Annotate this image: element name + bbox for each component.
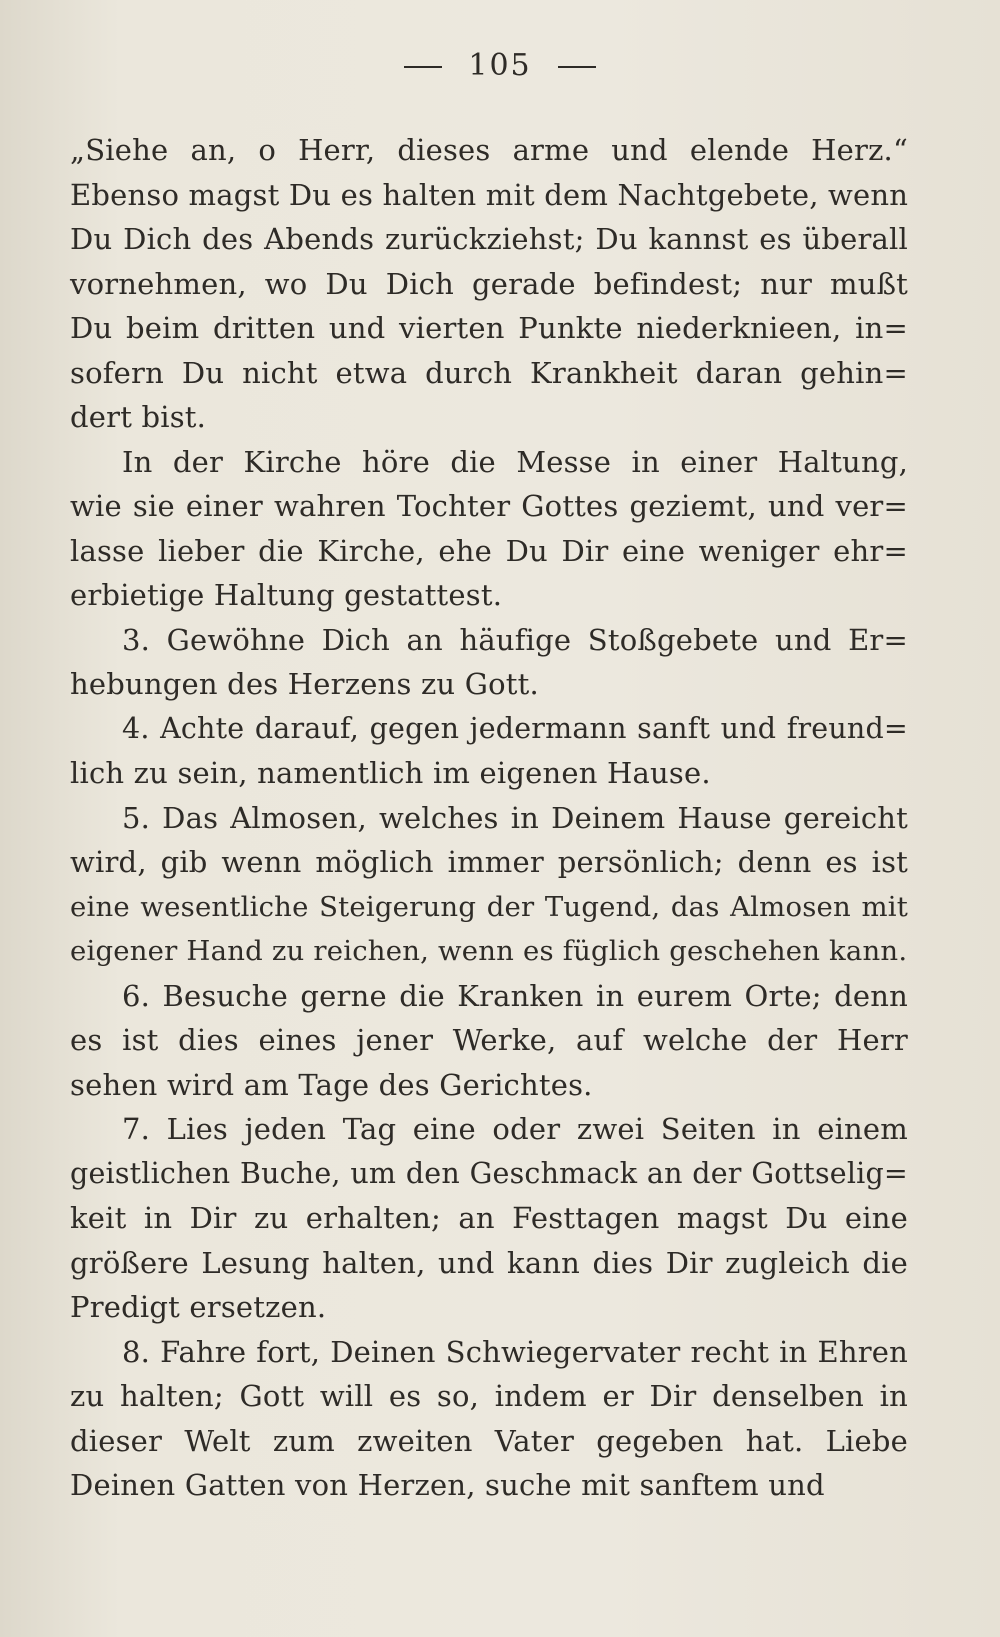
text-line: Deinen Gatten von Herzen, suche mit sanftem und: [70, 1468, 825, 1502]
text-line: Du Dich des Abends zurückziehst; Du kannst es überall: [70, 222, 908, 256]
paragraph: [70, 618, 908, 707]
text-line: dieser Welt zum zweiten Vater gegeben hat. Liebe: [70, 1423, 908, 1458]
paragraph: [70, 440, 908, 618]
text-line: wird, gib wenn möglich immer persönlich; denn es ist: [70, 845, 908, 879]
text-line: 6. Besuche gerne die Kranken in eurem Orte; denn: [122, 978, 908, 1013]
text-line: 3. Gewöhne Dich an häufige Stoßgebete und Er=: [122, 622, 908, 657]
paragraph: [70, 1107, 908, 1330]
text-line: eine wesentliche Steigerung der Tugend, das Almosen mit: [70, 890, 908, 923]
text-line: „Siehe an, o Herr, dieses arme und elende Herz.“: [70, 133, 908, 167]
text-line: geistlichen Buche, um den Geschmack an der Gottselig=: [70, 1156, 908, 1190]
text-line: lich zu sein, namentlich im eigenen Hause.: [70, 756, 711, 790]
paragraph: [70, 707, 908, 796]
text-line: größere Lesung halten, und kann dies Dir zugleich die: [70, 1245, 908, 1280]
text-line: 4. Achte darauf, gegen jedermann sanft und freund=: [122, 711, 908, 745]
text-line: sehen wird am Tage des Gerichtes.: [70, 1067, 593, 1102]
text-line: dert bist.: [70, 400, 207, 434]
text-line: Predigt ersetzen.: [70, 1290, 327, 1324]
text-line: hebungen des Herzens zu Gott.: [70, 667, 539, 701]
paragraph: [70, 974, 908, 1108]
text-line: Ebenso magst Du es halten mit dem Nachtgebete, wenn: [70, 177, 909, 212]
text-line: erbietige Haltung gestattest.: [70, 578, 503, 612]
paragraph: [70, 796, 908, 974]
text-line: keit in Dir zu erhalten; an Festtagen magst Du eine: [70, 1201, 908, 1235]
text-line: eigener Hand zu reichen, wenn es füglich geschehen kann.: [70, 935, 908, 967]
page-number-header: [0, 48, 1000, 83]
text-line: wie sie einer wahren Tochter Gottes geziemt, und ver=: [70, 489, 908, 523]
text-line: Du beim dritten und vierten Punkte niederknieen, in=: [70, 311, 908, 345]
left-dash: [404, 66, 442, 68]
paragraph: [70, 1330, 908, 1508]
right-dash: [558, 66, 596, 68]
text-line: es ist dies eines jener Werke, auf welche der Herr: [70, 1023, 908, 1057]
text-line: 8. Fahre fort, Deinen Schwiegervater recht in Ehren: [122, 1334, 908, 1369]
text-line: 7. Lies jeden Tag eine oder zwei Seiten in einem: [122, 1112, 908, 1146]
text-line: sofern Du nicht etwa durch Krankheit daran gehin=: [70, 355, 908, 390]
paragraph: [70, 128, 908, 440]
text-line: 5. Das Almosen, welches in Deinem Hause gereicht: [122, 800, 908, 835]
text-line: In der Kirche höre die Messe in einer Haltung,: [122, 444, 908, 479]
text-line: lasse lieber die Kirche, ehe Du Dir eine weniger ehr=: [70, 533, 908, 568]
page-number: 105: [468, 48, 532, 83]
body-text: [70, 128, 908, 1508]
text-line: vornehmen, wo Du Dich gerade befindest; nur mußt: [70, 266, 908, 301]
text-line: zu halten; Gott will es so, indem er Dir denselben in: [70, 1379, 908, 1413]
